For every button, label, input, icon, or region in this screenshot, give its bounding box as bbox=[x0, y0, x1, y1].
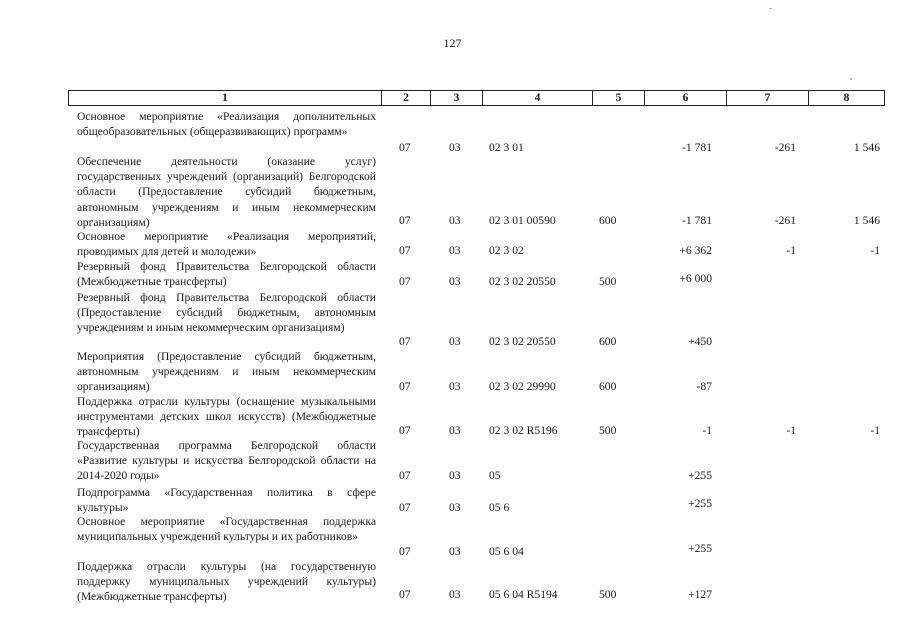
cell-expense-type: 600 bbox=[599, 379, 617, 393]
cell-section: 07 bbox=[399, 140, 411, 154]
cell-section: 07 bbox=[399, 213, 411, 227]
table-row bbox=[0, 485, 905, 515]
cell-expense-type: 600 bbox=[599, 334, 617, 348]
row-description: Подпрограмма «Государственная политика в сфере культуры» bbox=[77, 486, 376, 515]
cell-section: 07 bbox=[399, 500, 411, 514]
cell-value-8: 1 546 bbox=[853, 140, 880, 154]
cell-section: 07 bbox=[399, 587, 411, 601]
header-cell-5: 5 bbox=[593, 91, 645, 105]
header-cell-7: 7 bbox=[727, 91, 809, 105]
cell-value-6: +127 bbox=[688, 587, 712, 601]
header-cell-1: 1 bbox=[69, 91, 382, 105]
row-description: Мероприятия (Предоставление субсидий бюджетным, автономным учреждениям и иным некоммерческим организациям) bbox=[77, 350, 376, 394]
cell-value-7: -1 bbox=[786, 243, 796, 257]
table-row bbox=[0, 560, 905, 602]
cell-value-6: +255 bbox=[688, 468, 712, 482]
header-cell-2: 2 bbox=[382, 91, 431, 105]
cell-expense-type: 500 bbox=[599, 423, 617, 437]
header-cell-8: 8 bbox=[843, 92, 850, 104]
cell-target-article: 02 3 02 R5196 bbox=[489, 423, 558, 437]
cell-value-6: -1 781 bbox=[682, 213, 712, 227]
cell-section: 07 bbox=[399, 468, 411, 482]
cell-value-8: -1 bbox=[870, 243, 880, 257]
row-description: Основное мероприятие «Государственная поддержка муниципальных учреждений культуры и их работников» bbox=[77, 515, 376, 544]
cell-target-article: 05 6 bbox=[489, 500, 510, 514]
header-cell-4: 4 bbox=[483, 91, 593, 105]
table-row bbox=[0, 259, 905, 289]
cell-target-article: 02 3 02 20550 bbox=[489, 334, 556, 348]
cell-value-7: -261 bbox=[774, 140, 796, 154]
cell-subsection: 03 bbox=[449, 213, 461, 227]
scan-speck bbox=[769, 8, 772, 9]
header-cell-3: 3 bbox=[431, 91, 483, 105]
cell-value-6: -87 bbox=[696, 379, 712, 393]
cell-section: 07 bbox=[399, 379, 411, 393]
cell-value-8: -1 bbox=[870, 423, 880, 437]
cell-target-article: 02 3 01 bbox=[489, 140, 524, 154]
table-header-row bbox=[68, 90, 885, 106]
table-row bbox=[0, 155, 905, 228]
cell-value-6: +255 bbox=[688, 496, 712, 510]
row-description: Поддержка отрасли культуры (на государственную поддержку муниципальных учреждений культуры) (Межбюджетные трансферты) bbox=[77, 560, 376, 604]
row-description: Поддержка отрасли культуры (оснащение музыкальными инструментами детских школ искусств) (Межбюджетные трансферты) bbox=[77, 395, 376, 439]
cell-value-6: +6 362 bbox=[679, 243, 712, 257]
cell-section: 07 bbox=[399, 423, 411, 437]
row-description: Обеспечение деятельности (оказание услуг) государственных учреждений (организаций) Белгородской области (Предоставление субсидий бюджетным, автономным учреждениям и иным некоммерческим организациям) bbox=[77, 155, 376, 229]
cell-value-6: -1 bbox=[702, 423, 712, 437]
cell-section: 07 bbox=[399, 334, 411, 348]
cell-subsection: 03 bbox=[449, 587, 461, 601]
cell-subsection: 03 bbox=[449, 243, 461, 257]
table-row bbox=[0, 349, 905, 394]
cell-section: 07 bbox=[399, 243, 411, 257]
cell-value-7: -1 bbox=[786, 423, 796, 437]
cell-subsection: 03 bbox=[449, 334, 461, 348]
cell-value-6: +255 bbox=[688, 541, 712, 555]
cell-section: 07 bbox=[399, 274, 411, 288]
cell-target-article: 05 6 04 bbox=[489, 544, 524, 558]
cell-subsection: 03 bbox=[449, 423, 461, 437]
row-description: Основное мероприятие «Реализация мероприятий, проводимых для детей и молодежи» bbox=[77, 230, 376, 259]
row-description: Государственная программа Белгородской области «Развитие культуры и искусства Белгородской области на 2014-2020 годы» bbox=[77, 439, 376, 483]
cell-target-article: 02 3 01 00590 bbox=[489, 213, 556, 227]
cell-target-article: 02 3 02 29990 bbox=[489, 379, 556, 393]
cell-value-7: -261 bbox=[774, 213, 796, 227]
cell-value-6: +450 bbox=[688, 334, 712, 348]
cell-subsection: 03 bbox=[449, 468, 461, 482]
cell-subsection: 03 bbox=[449, 544, 461, 558]
table-row bbox=[0, 109, 905, 155]
cell-subsection: 03 bbox=[449, 379, 461, 393]
table-row bbox=[0, 438, 905, 483]
cell-subsection: 03 bbox=[449, 500, 461, 514]
cell-value-6: -1 781 bbox=[682, 140, 712, 154]
table-row bbox=[0, 394, 905, 438]
cell-expense-type: 600 bbox=[599, 213, 617, 227]
cell-target-article: 02 3 02 bbox=[489, 243, 524, 257]
table-row bbox=[0, 230, 905, 258]
cell-target-article: 05 6 04 R5194 bbox=[489, 587, 558, 601]
cell-value-6: +6 000 bbox=[679, 271, 712, 285]
row-description: Основное мероприятие «Реализация дополнительных общеобразовательных (общеразвивающих) программ» bbox=[77, 110, 376, 139]
row-description: Резервный фонд Правительства Белгородской области (Предоставление субсидий бюджетным, автономным учреждениям и иным некоммерческим организациям) bbox=[77, 291, 376, 335]
scan-speck bbox=[850, 78, 852, 80]
row-description: Резервный фонд Правительства Белгородской области (Межбюджетные трансферты) bbox=[77, 260, 376, 289]
page-number: 127 bbox=[443, 36, 462, 50]
table-row bbox=[0, 514, 905, 559]
cell-section: 07 bbox=[399, 544, 411, 558]
cell-subsection: 03 bbox=[449, 140, 461, 154]
cell-subsection: 03 bbox=[449, 274, 461, 288]
cell-target-article: 05 bbox=[489, 468, 501, 482]
table-row bbox=[0, 290, 905, 349]
cell-value-8: 1 546 bbox=[853, 213, 880, 227]
header-cell-6: 6 bbox=[645, 91, 727, 105]
cell-expense-type: 500 bbox=[599, 274, 617, 288]
cell-target-article: 02 3 02 20550 bbox=[489, 274, 556, 288]
cell-expense-type: 500 bbox=[599, 587, 617, 601]
